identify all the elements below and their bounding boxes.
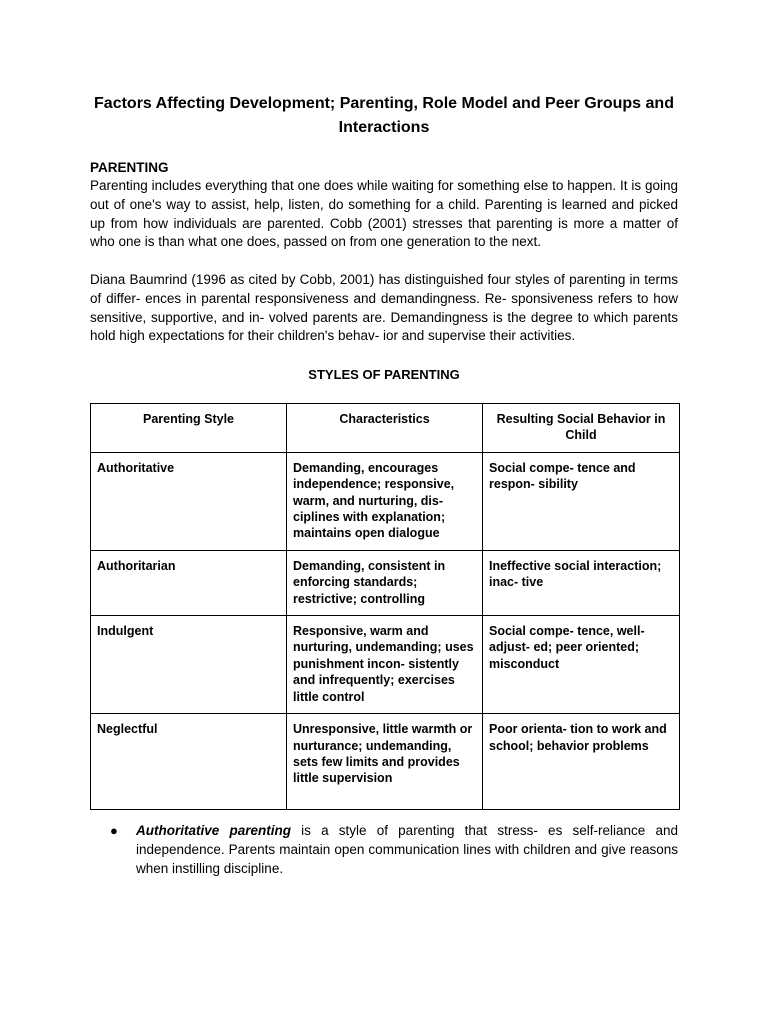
bullet-text: is a style of parenting that stress- es self-reliance and independence. Parents maintain open communication lines with children and give reasons when instilling discipline. bbox=[136, 823, 678, 876]
cell-style: Authoritative bbox=[91, 452, 287, 550]
cell-behavior: Poor orienta- tion to work and school; behavior problems bbox=[483, 714, 680, 810]
header-characteristics: Characteristics bbox=[287, 404, 483, 453]
bullet-term: Authoritative parenting bbox=[136, 823, 291, 838]
section-heading: PARENTING bbox=[90, 160, 169, 175]
document-title: Factors Affecting Development; Parenting, Role Model and Peer Groups and Interactions bbox=[94, 95, 674, 136]
table-row bbox=[91, 616, 680, 714]
cell-characteristics: Responsive, warm and nurturing, undemanding; uses punishment incon- sistently and infrequently; exercises little control bbox=[287, 616, 483, 714]
cell-behavior: Social compe- tence and respon- sibility bbox=[483, 452, 680, 550]
header-resulting-behavior: Resulting Social Behavior in Child bbox=[483, 404, 680, 453]
cell-style: Neglectful bbox=[91, 714, 287, 810]
cell-characteristics: Demanding, consistent in enforcing standards; restrictive; controlling bbox=[287, 550, 483, 615]
bullet-list bbox=[110, 822, 678, 878]
cell-behavior: Social compe- tence, well-adjust- ed; peer oriented; misconduct bbox=[483, 616, 680, 714]
parenting-styles-table bbox=[90, 403, 680, 810]
cell-behavior: Ineffective social interaction; inac- tive bbox=[483, 550, 680, 615]
table-row bbox=[91, 550, 680, 615]
table-row bbox=[91, 714, 680, 810]
table-row bbox=[91, 452, 680, 550]
cell-characteristics: Unresponsive, little warmth or nurturance; undemanding, sets few limits and provides little supervision bbox=[287, 714, 483, 810]
cell-style: Indulgent bbox=[91, 616, 287, 714]
paragraph-intro: Parenting includes everything that one does while waiting for something else to happen. It is going out of one's way to assist, help, listen, do something for a child. Parenting is learned and picked up from how individuals are parented. Cobb (2001) stresses that parenting is more a matter of who one is than what one does, passed on from one generation to the next. bbox=[90, 178, 678, 250]
cell-style: Authoritarian bbox=[91, 550, 287, 615]
bullet-marker: ● bbox=[110, 823, 118, 838]
cell-characteristics: Demanding, encourages independence; responsive, warm, and nurturing, dis- ciplines with explanation; maintains open dialogue bbox=[287, 452, 483, 550]
table-title: STYLES OF PARENTING bbox=[308, 367, 460, 382]
table-header-row bbox=[91, 404, 680, 453]
list-item bbox=[110, 822, 678, 878]
paragraph-baumrind: Diana Baumrind (1996 as cited by Cobb, 2001) has distinguished four styles of parenting in terms of differ- ences in parental responsiveness and demandingness. Re- sponsiveness refers to how sensitive, supportive, and in- volved parents are. Demandingness is the degree to which parents hold high expectations for their children's behav- ior and supervise their activities. bbox=[90, 272, 678, 344]
header-parenting-style: Parenting Style bbox=[91, 404, 287, 453]
